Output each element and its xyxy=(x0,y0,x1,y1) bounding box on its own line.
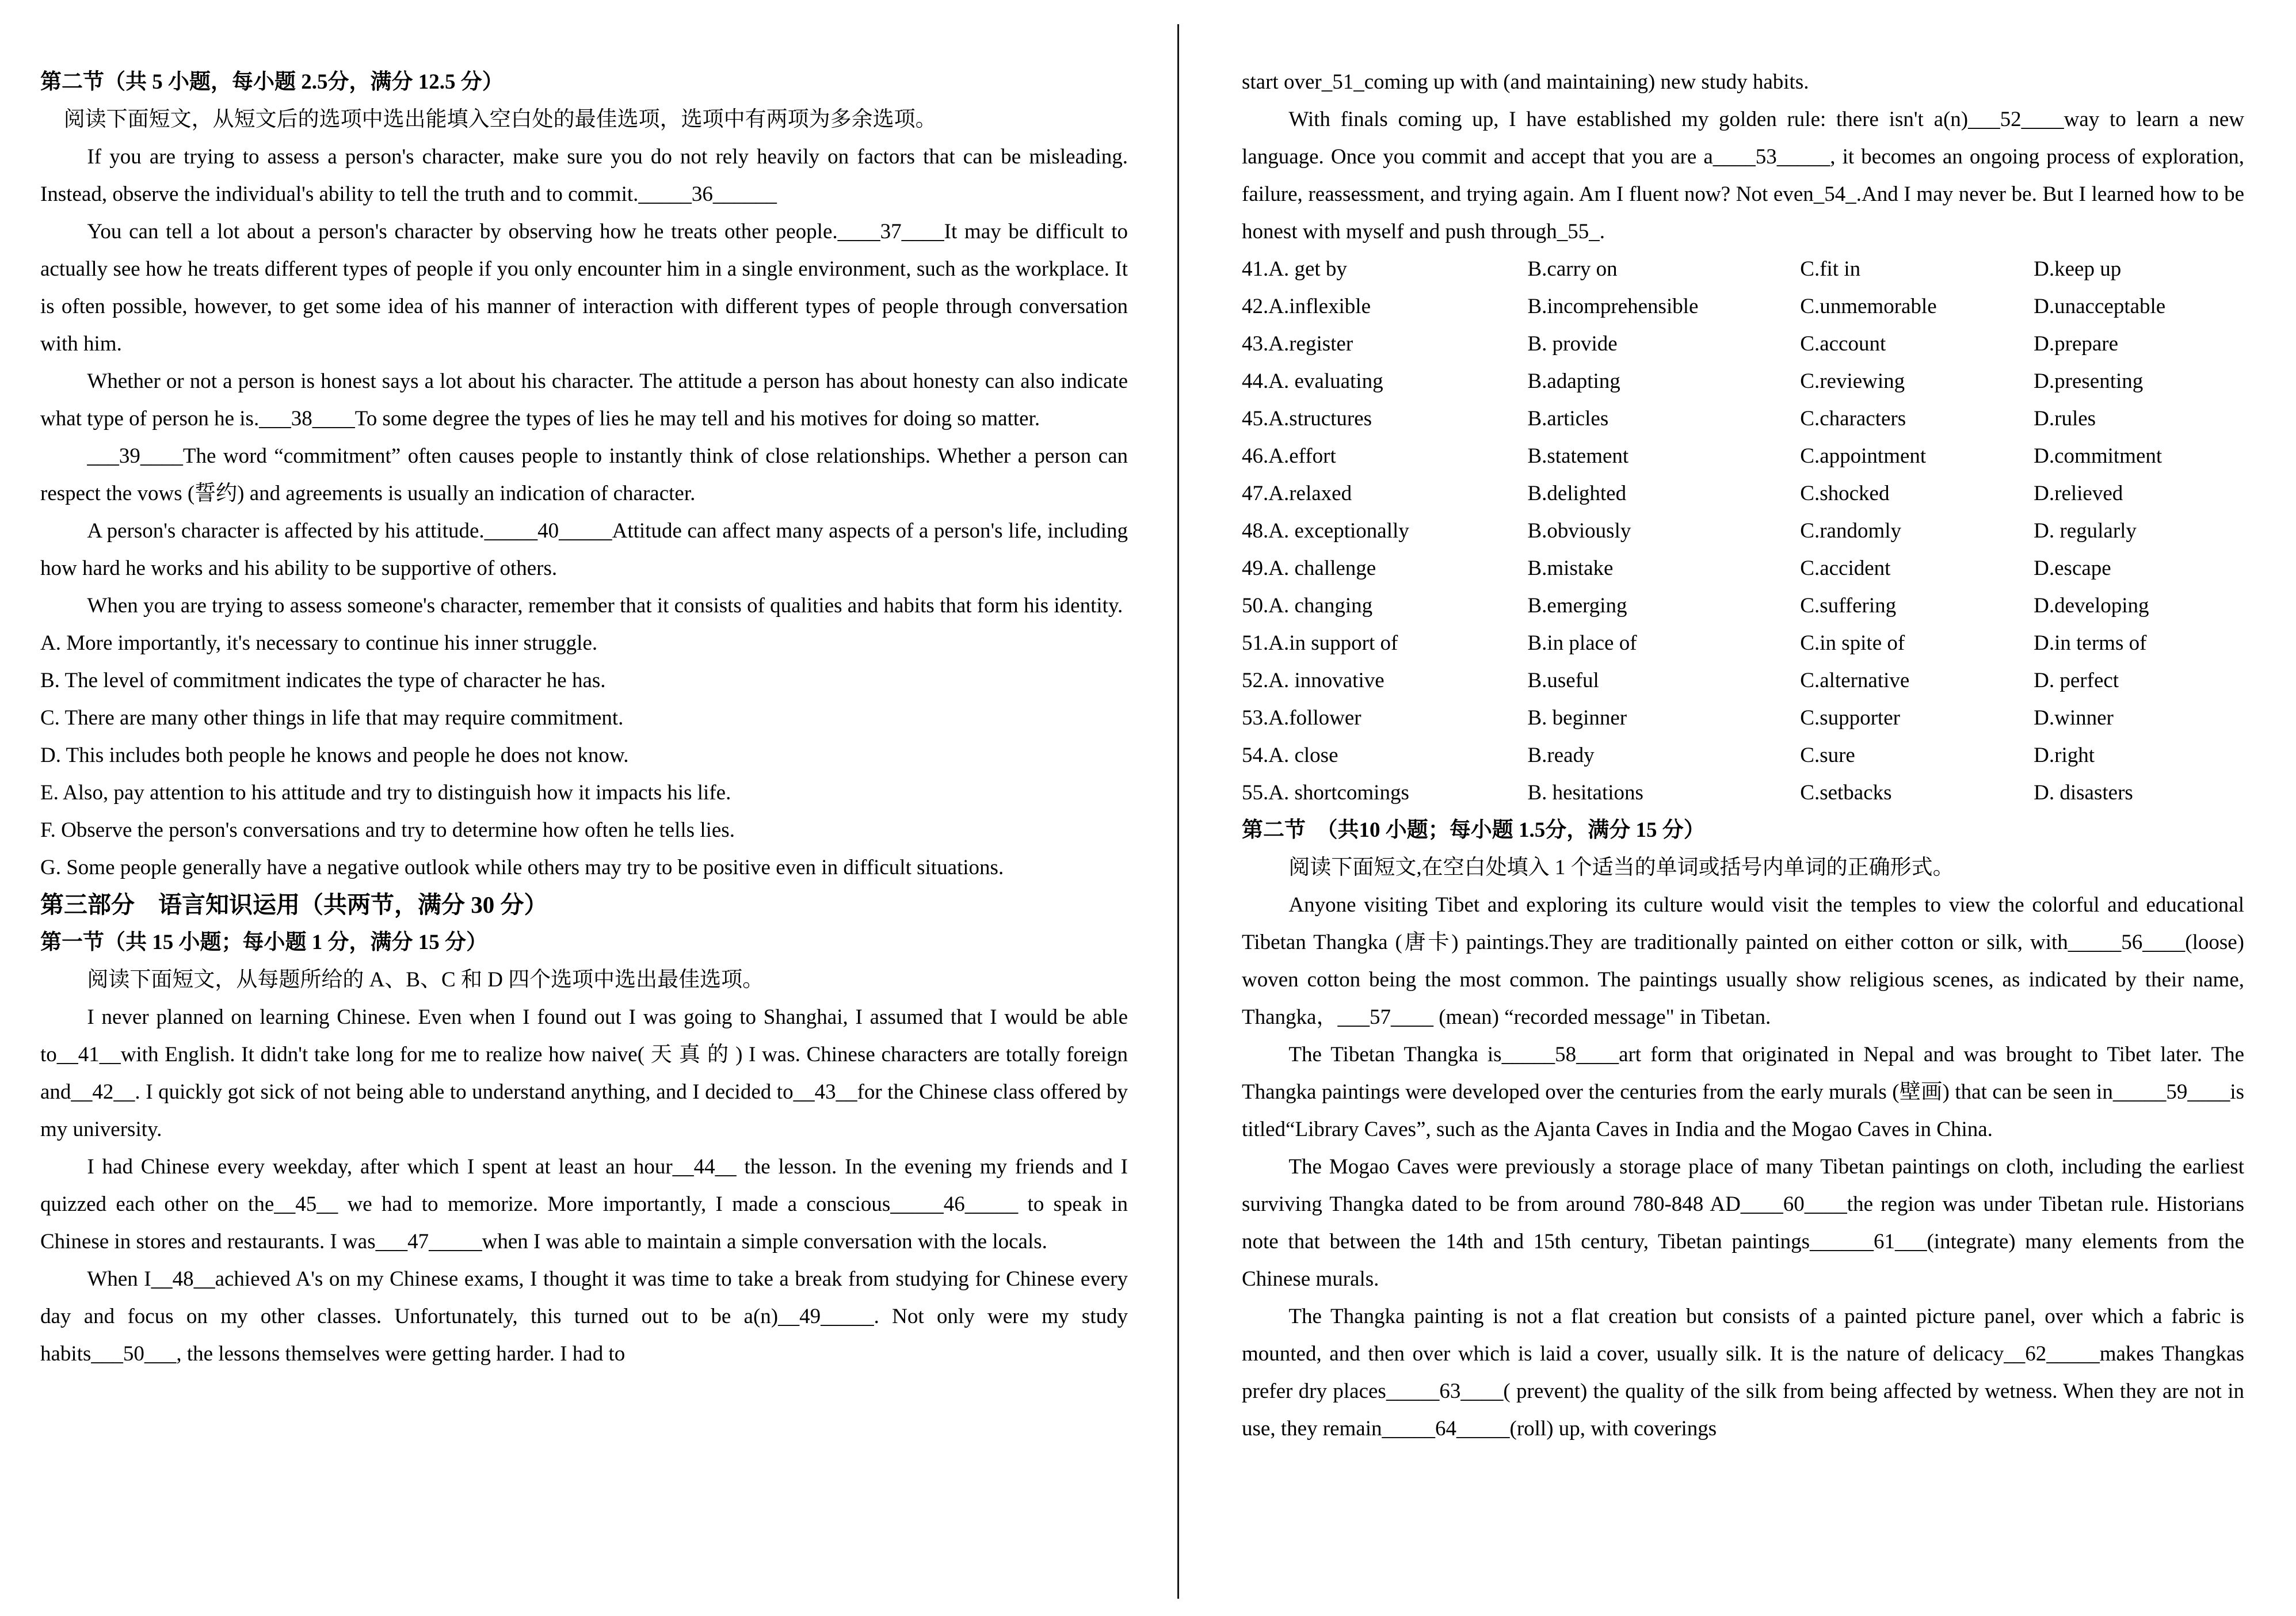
right-column xyxy=(1242,63,2244,1447)
mcq-option-47d: D.relieved xyxy=(2034,482,2123,505)
mcq-option-47b: B.delighted xyxy=(1527,482,1627,505)
mcq-option-41a: 41.A. get by xyxy=(1242,257,1347,281)
mcq-option-43b: B. provide xyxy=(1527,332,1618,356)
mcq-option-50d: D.developing xyxy=(2034,594,2149,618)
mcq-options-table xyxy=(1242,250,2244,811)
mcq-option-52c: C.alternative xyxy=(1800,669,1910,692)
passage-continuation-1: start over_51_coming up with (and maintaining) new study habits. xyxy=(1242,70,1809,94)
mcq-option-47c: C.shocked xyxy=(1800,482,1890,505)
option-item-g: G. Some people generally have a negative outlook while others may try to be positive even in difficult situations. xyxy=(40,856,1004,879)
mcq-row-45 xyxy=(1242,400,2244,437)
mcq-option-55d: D. disasters xyxy=(2034,781,2133,805)
thangka-paragraph-1: Anyone visiting Tibet and exploring its culture would visit the temples to view the colorful and educational Tibetan Thangka (唐卡) paintings.They are traditionally painted on either cotton or silk, with_____56____(loose) woven cotton being the most common. The paintings usually show religious scenes, as indicated by their name, Thangka，___57____ (mean) “recorded message" in Tibetan. xyxy=(1242,893,2244,1029)
mcq-option-41b: B.carry on xyxy=(1527,257,1618,281)
cloze-paragraph-1: If you are trying to assess a person's character, make sure you do not rely heavily on factors that can be misleading. Instead, observe the individual's ability to tell the truth and to commit._____36______ xyxy=(40,145,1128,206)
mcq-row-54 xyxy=(1242,737,2244,774)
mcq-row-42 xyxy=(1242,288,2244,325)
part3-heading: 第三部分 语言知识运用（共两节，满分 30 分） xyxy=(40,891,548,918)
mcq-option-54a: 54.A. close xyxy=(1242,744,1338,767)
mcq-option-46b: B.statement xyxy=(1527,444,1629,468)
passage-paragraph-2: I had Chinese every weekday, after which I spent at least an hour__44__ the lesson. In the evening my friends and I quizzed each other on the__45__ we had to memorize. More importantly, I made a conscious_____46_____ to speak in Chinese in stores and restaurants. I was___47_____when I was able to maintain a simple conversation with the locals. xyxy=(40,1155,1128,1253)
cloze-paragraph-2: You can tell a lot about a person's character by observing how he treats other people.____37____It may be difficult to actually see how he treats different types of people if you only encounter him in a single environment, such as the workplace. It is often possible, however, to get some idea of his manner of interaction with different types of people through conversation with him. xyxy=(40,220,1128,356)
passage-continuation-2: With finals coming up, I have established my golden rule: there isn't a(n)___52____way to learn a new language. Once you commit and accept that you are a____53_____, it becomes an ongoing process of exploration, failure, reassessment, and trying again. Am I fluent now? Not even_54_.And I may never be. But I learned how to be honest with myself and push through_55_. xyxy=(1242,108,2244,243)
mcq-option-53b: B. beginner xyxy=(1527,706,1627,730)
mcq-row-48 xyxy=(1242,512,2244,550)
option-item-d: D. This includes both people he knows and people he does not know. xyxy=(40,744,629,767)
mcq-option-44b: B.adapting xyxy=(1527,369,1620,393)
section1-heading: 第一节（共 15 小题；每小题 1 分，满分 15 分） xyxy=(40,931,487,954)
mcq-option-55a: 55.A. shortcomings xyxy=(1242,781,1409,805)
mcq-option-53a: 53.A.follower xyxy=(1242,706,1361,730)
mcq-option-44a: 44.A. evaluating xyxy=(1242,369,1383,393)
mcq-row-46 xyxy=(1242,437,2244,475)
mcq-option-53d: D.winner xyxy=(2034,706,2114,730)
section2-instructions: 阅读下面短文，从短文后的选项中选出能填入空白处的最佳选项，选项中有两项为多余选项。 xyxy=(63,108,937,131)
mcq-option-46a: 46.A.effort xyxy=(1242,444,1336,468)
mcq-row-49 xyxy=(1242,550,2244,587)
mcq-option-42b: B.incomprehensible xyxy=(1527,295,1699,318)
mcq-row-43 xyxy=(1242,325,2244,363)
thangka-paragraph-4: The Thangka painting is not a flat creation but consists of a painted picture panel, over which a fabric is mounted, and then over which is laid a cover, usually silk. It is the nature of delicacy__62_____makes Thangkas prefer dry places_____63____( prevent) the quality of the silk from being affected by wetness. When they are not in use, they remain_____64_____(roll) up, with coverings xyxy=(1242,1305,2244,1440)
mcq-option-50b: B.emerging xyxy=(1527,594,1627,618)
mcq-option-50a: 50.A. changing xyxy=(1242,594,1373,618)
passage-paragraph-1: I never planned on learning Chinese. Even when I found out I was going to Shanghai, I assumed that I would be able to__41__with English. It didn't take long for me to realize how naive( 天 真 的 ) I was. Chinese characters are totally foreign and__42__. I quickly got sick of not being able to understand anything, and I decided to__43__for the Chinese class offered by my university. xyxy=(40,1005,1128,1141)
mcq-option-48b: B.obviously xyxy=(1527,519,1631,543)
cloze-paragraph-4: ___39____The word “commitment” often causes people to instantly think of close relationships. Whether a person can respect the vows (誓约) and agreements is usually an indication of character. xyxy=(40,444,1128,505)
cloze-paragraph-5: A person's character is affected by his attitude._____40_____Attitude can affect many aspects of a person's life, including how hard he works and his ability to be supportive of others. xyxy=(40,519,1128,580)
mcq-option-43d: D.prepare xyxy=(2034,332,2119,356)
mcq-option-54b: B.ready xyxy=(1527,744,1595,767)
mcq-option-46c: C.appointment xyxy=(1800,444,1927,468)
option-item-b: B. The level of commitment indicates the type of character he has. xyxy=(40,669,606,692)
mcq-row-50 xyxy=(1242,587,2244,624)
mcq-option-45d: D.rules xyxy=(2034,407,2096,430)
cloze-paragraph-6: When you are trying to assess someone's character, remember that it consists of qualities and habits that form his identity. xyxy=(87,594,1123,618)
mcq-option-49d: D.escape xyxy=(2034,557,2111,580)
mcq-option-42c: C.unmemorable xyxy=(1800,295,1937,318)
section1-instructions: 阅读下面短文，从每题所给的 A、B、C 和 D 四个选项中选出最佳选项。 xyxy=(87,968,764,992)
mcq-option-42a: 42.A.inflexible xyxy=(1242,295,1371,318)
mcq-option-55c: C.setbacks xyxy=(1800,781,1892,805)
option-item-c: C. There are many other things in life that may require commitment. xyxy=(40,706,624,730)
thangka-paragraph-2: The Tibetan Thangka is_____58____art form that originated in Nepal and was brought to Tibet later. The Thangka paintings were developed over the centuries from the early murals (壁画) that can be seen in_____59____is titled“Library Caves”, such as the Ajanta Caves in India and the Mogao Caves in China. xyxy=(1242,1043,2244,1141)
mcq-option-47a: 47.A.relaxed xyxy=(1242,482,1352,505)
mcq-option-48a: 48.A. exceptionally xyxy=(1242,519,1409,543)
mcq-row-53 xyxy=(1242,699,2244,737)
mcq-option-42d: D.unacceptable xyxy=(2034,295,2166,318)
mcq-row-51 xyxy=(1242,624,2244,662)
mcq-option-41d: D.keep up xyxy=(2034,257,2122,281)
mcq-option-46d: D.commitment xyxy=(2034,444,2162,468)
mcq-option-53c: C.supporter xyxy=(1800,706,1900,730)
mcq-option-50c: C.suffering xyxy=(1800,594,1897,618)
cloze-paragraph-3: Whether or not a person is honest says a lot about his character. The attitude a person has about honesty can also indicate what type of person he is.___38____To some degree the types of lies he may tell and his motives for doing so matter. xyxy=(40,369,1128,430)
mcq-option-52b: B.useful xyxy=(1527,669,1599,692)
passage-paragraph-3: When I__48__achieved A's on my Chinese exams, I thought it was time to take a break from studying for Chinese every day and focus on my other classes. Unfortunately, this turned out to be a(n)__49_____. Not only were my study habits___50___, the lessons themselves were getting harder. I had to xyxy=(40,1267,1128,1366)
mcq-option-49b: B.mistake xyxy=(1527,557,1614,580)
mcq-option-51c: C.in spite of xyxy=(1800,631,1905,655)
mcq-option-45a: 45.A.structures xyxy=(1242,407,1372,430)
mcq-option-43a: 43.A.register xyxy=(1242,332,1353,356)
left-column xyxy=(40,63,1128,1373)
option-item-e: E. Also, pay attention to his attitude and try to distinguish how it impacts his life. xyxy=(40,781,731,805)
mcq-option-45b: B.articles xyxy=(1527,407,1609,430)
column-divider xyxy=(1177,24,1179,1599)
mcq-option-55b: B. hesitations xyxy=(1527,781,1643,805)
mcq-option-41c: C.fit in xyxy=(1800,257,1861,281)
mcq-row-52 xyxy=(1242,662,2244,699)
mcq-row-55 xyxy=(1242,774,2244,811)
mcq-option-48c: C.randomly xyxy=(1800,519,1902,543)
mcq-option-49a: 49.A. challenge xyxy=(1242,557,1376,580)
mcq-option-51b: B.in place of xyxy=(1527,631,1637,655)
mcq-option-52a: 52.A. innovative xyxy=(1242,669,1385,692)
section2-instructions-right: 阅读下面短文,在空白处填入 1 个适当的单词或括号内单词的正确形式。 xyxy=(1288,856,1954,879)
mcq-option-45c: C.characters xyxy=(1800,407,1906,430)
mcq-row-47 xyxy=(1242,475,2244,512)
mcq-option-51a: 51.A.in support of xyxy=(1242,631,1398,655)
mcq-row-41 xyxy=(1242,250,2244,288)
mcq-option-51d: D.in terms of xyxy=(2034,631,2147,655)
mcq-option-54c: C.sure xyxy=(1800,744,1855,767)
section2-heading: 第二节（共 5 小题，每小题 2.5分，满分 12.5 分） xyxy=(40,70,504,94)
mcq-row-44 xyxy=(1242,363,2244,400)
mcq-option-43c: C.account xyxy=(1800,332,1886,356)
mcq-option-49c: C.accident xyxy=(1800,557,1891,580)
mcq-option-44c: C.reviewing xyxy=(1800,369,1905,393)
mcq-option-54d: D.right xyxy=(2034,744,2095,767)
thangka-paragraph-3: The Mogao Caves were previously a storage place of many Tibetan paintings on cloth, including the earliest surviving Thangka dated to be from around 780-848 AD____60____the region was under Tibetan rule. Historians note that between the 14th and 15th century, Tibetan paintings______61___(integrate) many elements from the Chinese murals. xyxy=(1242,1155,2244,1291)
option-item-f: F. Observe the person's conversations and try to determine how often he tells lies. xyxy=(40,818,735,842)
section2-heading-right: 第二节 （共10 小题；每小题 1.5分，满分 15 分） xyxy=(1242,818,1705,842)
mcq-option-44d: D.presenting xyxy=(2034,369,2144,393)
option-item-a: A. More importantly, it's necessary to continue his inner struggle. xyxy=(40,631,598,655)
mcq-option-52d: D. perfect xyxy=(2034,669,2119,692)
mcq-option-48d: D. regularly xyxy=(2034,519,2137,543)
